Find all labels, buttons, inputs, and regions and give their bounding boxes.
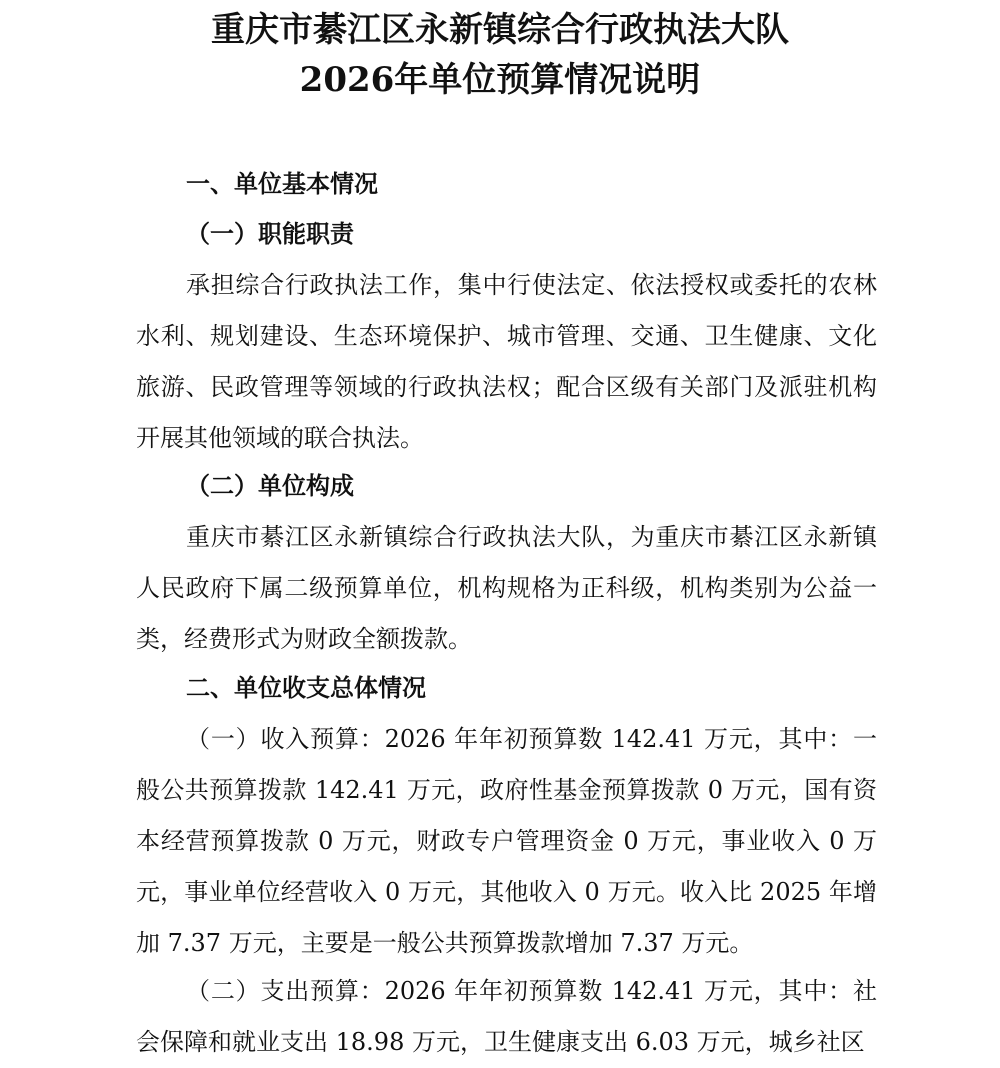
duties-paragraph: 承担综合行政执法工作，集中行使法定、依法授权或委托的农林水利、规划建设、生态环境保护、城市管理、交通、卫生健康、文化旅游、民政管理等领域的行政执法权；配合区级有关部门及派驻机构开展其他领域的联合执法。 [136, 271, 877, 452]
expense-text: 2026 年年初预算数 142.41 万元，其中：社会保障和就业支出 18.98 万元，卫生健康支出 6.03 万元，城乡社区 [136, 977, 877, 1056]
document-title-line2: 2026年单位预算情况说明 [299, 60, 701, 100]
section1-sub1-heading: （一）职能职责 [186, 219, 354, 248]
section2-heading: 二、单位收支总体情况 [186, 674, 426, 702]
document-title-line1: 重庆市綦江区永新镇综合行政执法大队 [211, 10, 789, 50]
income-text: 2026 年年初预算数 142.41 万元，其中：一般公共预算拨款 142.41 万元，政府性基金预算拨款 0 万元，国有资本经营预算拨款 0 万元，财政专户管理资金 0 万元，事业收入 0 万元，事业单位经营收入 0 万元，其他收入 0 万元。收入比 2025 年增加 7.37 万元，主要是一般公共预算拨款增加 7.37 万元。 [136, 725, 877, 957]
expense-paragraph [136, 966, 877, 1068]
income-lead: （一）收入预算： [186, 725, 385, 753]
composition-paragraph: 重庆市綦江区永新镇综合行政执法大队，为重庆市綦江区永新镇人民政府下属二级预算单位，机构规格为正科级，机构类别为公益一类，经费形式为财政全额拨款。 [136, 523, 877, 653]
expense-lead: （二）支出预算： [186, 977, 385, 1005]
income-paragraph [136, 714, 877, 969]
section1-heading: 一、单位基本情况 [186, 170, 378, 198]
section1-sub2-heading: （二）单位构成 [186, 471, 354, 500]
